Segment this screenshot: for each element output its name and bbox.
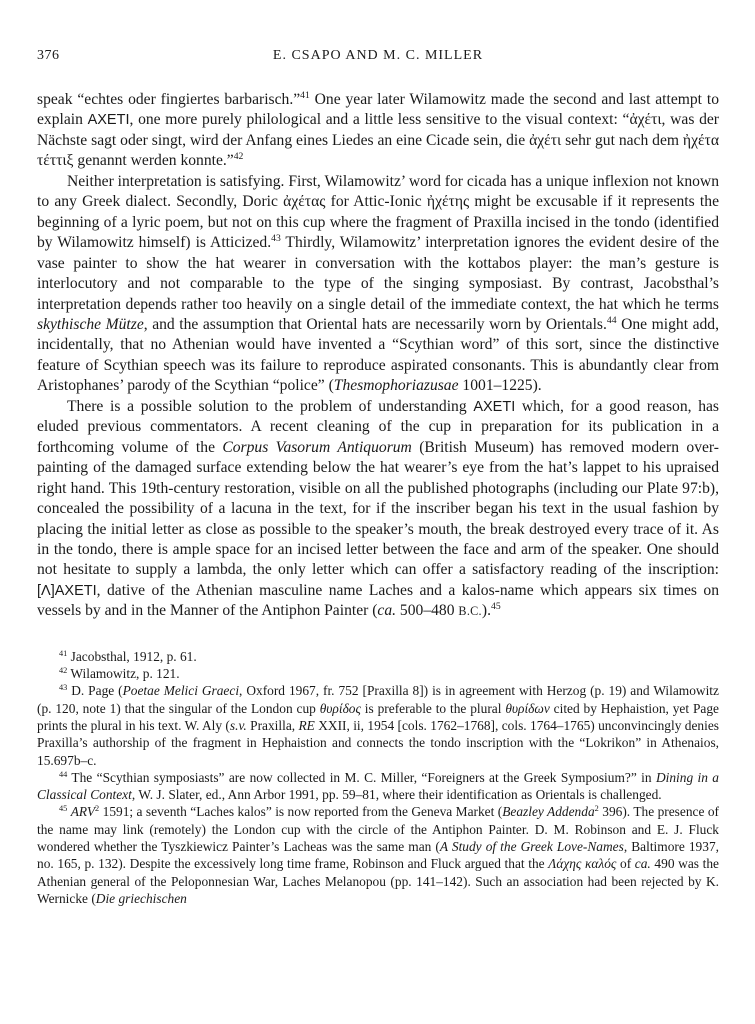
running-title: E. CSAPO AND M. C. MILLER xyxy=(272,48,484,63)
paragraph: There is a possible solution to the problem of understanding AXETI which, for a good reason, has eluded previous commentators. A recent cleaning of the cup in preparation for its publication in a forthcoming volume of the Corpus Vasorum Antiquorum (British Museum) has removed modern over-painting of the damaged surface extending below the hat wearer’s eye from the hat’s lappet to his upraised right hand. This 19th-century restoration, visible on all the published photographs (including our Plate 97:b), concealed the possibility of a lacuna in the text, for if the inscriber began his text in the usual fashion by placing the initial letter as close as possible to the speaker’s mouth, the break destroyed every trace of it. As in the tondo, there is ample space for an incised letter between the face and arm of the speaker. One should not hesitate to supply a lambda, the only letter which can offer a satisfactory reading of the inscription: [Λ]AXETI, dative of the Athenian masculine name Laches and a kalos-name which appears six times on vessels by and in the Manner of the Antiphon Painter (ca. 500–480 B.C.).$^{45}$ xyxy=(37,397,719,620)
paragraph: speak “echtes oder fingiertes barbarisch.”$^{41}$ One year later Wilamowitz made the second and last attempt to explain AXETI, one more purely philological and a little less sensitive to the visual context: “ἀχέτι, was der Nächste sagt oder singt, wird der Anfang eines Liedes an eine Cicade sein, die ἀχέτι sehr gut nach dem ἠχέτα τέττιξ genannt werden konnte.”$^{42}$ xyxy=(37,90,719,170)
running-header xyxy=(37,48,719,70)
page xyxy=(37,48,719,907)
footnote: $^{44}$ The “Scythian symposiasts” are now collected in M. C. Miller, “Foreigners at the Greek Symposium?” in Dining in a Classical Context, W. J. Slater, ed., Ann Arbor 1991, pp. 59–81, where their identification as Orientals is challenged. xyxy=(37,769,719,803)
footnote: $^{43}$ D. Page (Poetae Melici Graeci, Oxford 1967, fr. 752 [Praxilla 8]) is in agreement with Herzog (p. 19) and Wilamowitz (p. 120, note 1) that the singular of the London cup θυρίδος is preferable to the plural θυρίδων cited by Hephaistion, yet Page prints the plural in his text. W. Aly (s.v. Praxilla, RE XXII, ii, 1954 [cols. 1762–1768], cols. 1764–1765) unconvincingly denies Praxilla’s authorship of the fragment in Hephaistion and connects the tondo inscription with the “Lokrikon” in Athenaios, 15.697b–c. xyxy=(37,683,719,768)
page-number: 376 xyxy=(37,48,60,63)
paragraph: Neither interpretation is satisfying. First, Wilamowitz’ word for cicada has a unique inflexion not known to any Greek dialect. Secondly, Doric ἀχέτας for Attic-Ionic ἠχέτης might be excusable if it represents the beginning of a lyric poem, but not on this cup where the fragment of Praxilla incised in the tondo (identified by Wilamowitz himself) is Atticized.$^{43}$ Thirdly, Wilamowitz’ interpretation ignores the evident desire of the vase painter to show the hat wearer in conversation with the kottabos player: the man’s gesture is interlocutory and not comparable to the type of the singing symposiast. By contrast, Jacobsthal’s interpretation depends rather too heavily on a single detail of the immediate context, the hat which he terms skythische Mütze, and the assumption that Oriental hats are necessarily worn by Orientals.$^{44}$ One might add, incidentally, that no Athenian would have invented a “Scythian word” of this sort, since the distinctive feature of Scythian speech was its failure to reproduce aspirated consonants. This is abundantly clear from Aristophanes’ parody of the Scythian “police” (Thesmophoriazusae 1001–1225). xyxy=(37,172,719,395)
footnotes xyxy=(37,648,719,907)
main-text xyxy=(37,90,719,622)
footnote: $^{42}$ Wilamowitz, p. 121. xyxy=(59,666,180,682)
footnote: $^{41}$ Jacobsthal, 1912, p. 61. xyxy=(59,648,197,664)
footnote: $^{45}$ ARV$^2$ 1591; a seventh “Laches kalos” is now reported from the Geneva Market (Beazley Addenda$^2$ 396). The presence of the name may link (remotely) the London cup with the circle of the Antiphon Painter. D. M. Robinson and E. J. Fluck wondered whether the Tyszkiewicz Painter’s Lacheas was the same man (A Study of the Greek Love-Names, Baltimore 1937, no. 165, p. 132). Despite the excessively long time frame, Robinson and Fluck argued that the Λάχης καλός of ca. 490 was the Athenian general of the Peloponnesian War, Laches Melanopou (pp. 141–142). Such an association had been rejected by K. Wernicke (Die griechischen xyxy=(37,804,719,906)
